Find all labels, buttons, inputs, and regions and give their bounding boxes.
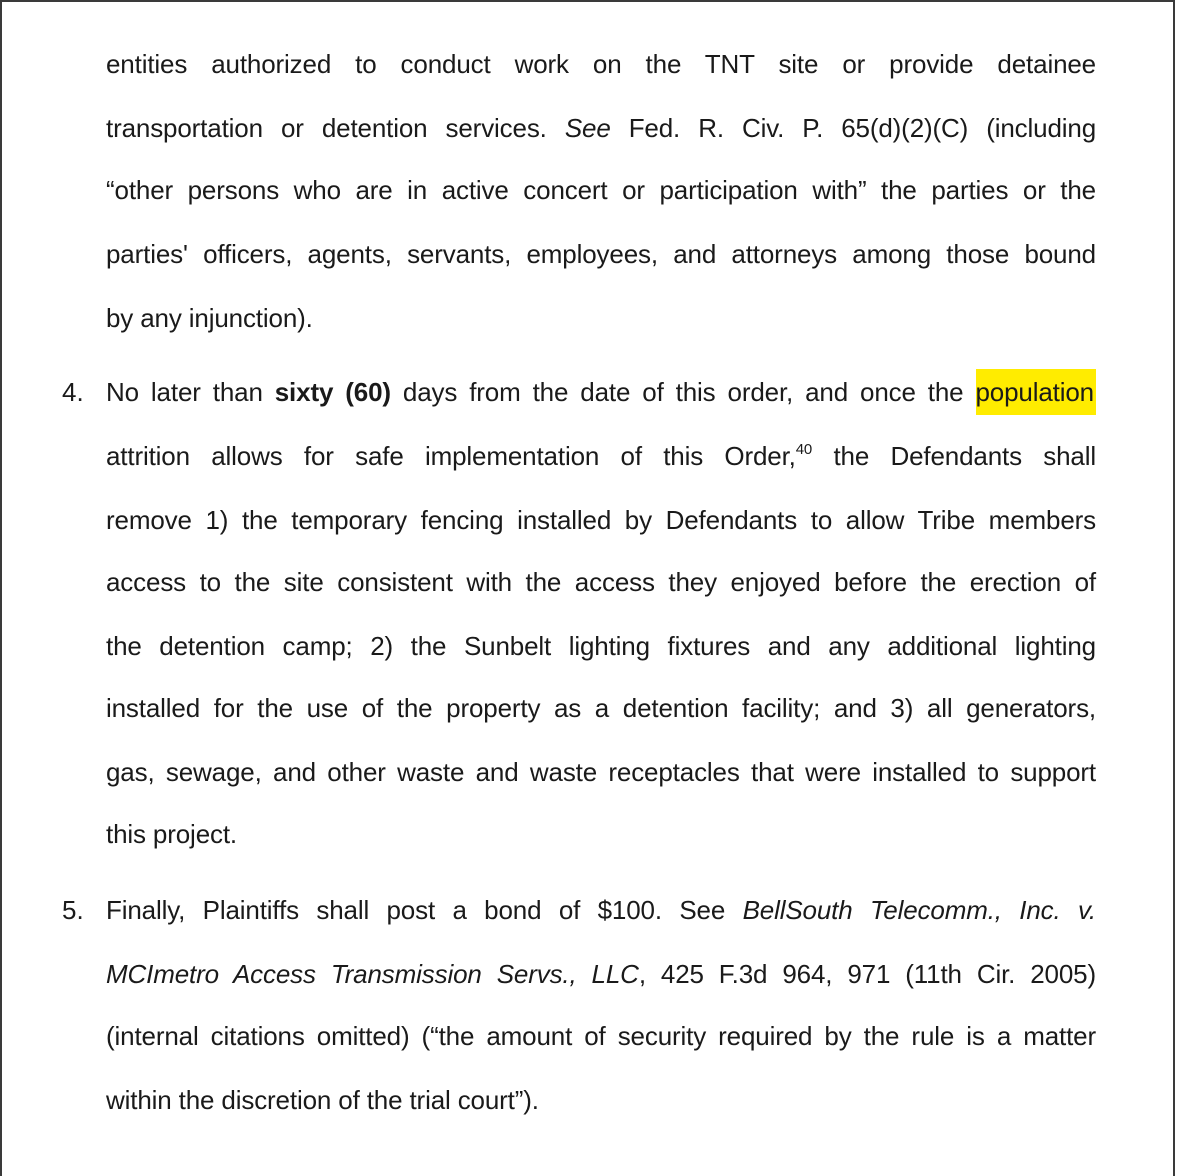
list-number: 5. (62, 895, 84, 925)
item-line (106, 504, 1096, 536)
text-run: within the discretion of the trial court”). (106, 1085, 539, 1115)
highlighted-word: population (976, 369, 1097, 415)
list-number: 4. (62, 377, 84, 407)
text-run: gas, sewage, and other waste and waste receptacles that were installed to support (106, 757, 1096, 787)
item-line (106, 376, 1096, 408)
item-line (106, 440, 1096, 472)
text-run: by any injunction). (106, 303, 313, 333)
signal-see: See (564, 113, 611, 143)
text-run: this project. (106, 819, 237, 849)
text-run: (internal citations omitted) (“the amount of security required by the rule is a matter (106, 1021, 1096, 1051)
para-line (106, 238, 1096, 270)
para-line (106, 174, 1096, 206)
text-run: attrition allows for safe implementation of this Order, (106, 441, 796, 471)
para-line (106, 48, 1096, 80)
item-line (106, 818, 1096, 850)
para-line (106, 112, 1096, 144)
bold-term: sixty (60) (274, 377, 391, 407)
item-line (106, 894, 1096, 926)
text-run: entities authorized to conduct work on the TNT site or provide detainee (106, 49, 1096, 79)
para-line (106, 302, 1096, 334)
text-run: access to the site consistent with the access they enjoyed before the erection of (106, 567, 1096, 597)
text-run: installed for the use of the property as a detention facility; and 3) all generators, (106, 693, 1096, 723)
item-line (106, 756, 1096, 788)
footnote-marker[interactable]: 40 (795, 441, 813, 458)
item-line (106, 692, 1096, 724)
text-run: transportation or detention services. (106, 113, 565, 143)
item-line (106, 1020, 1096, 1052)
item-line (106, 1084, 1096, 1116)
text-run: the Defendants shall (812, 441, 1096, 471)
text-run: Fed. R. Civ. P. 65(d)(2)(C) (including (610, 113, 1097, 143)
text-run: the detention camp; 2) the Sunbelt lighting fixtures and any additional lighting (106, 631, 1096, 661)
case-citation: BellSouth Telecomm., Inc. v. (742, 895, 1096, 925)
text-run: , 425 F.3d 964, 971 (11th Cir. 2005) (638, 959, 1096, 989)
text-run: remove 1) the temporary fencing installed by Defendants to allow Tribe members (106, 505, 1096, 535)
item-line (106, 566, 1096, 598)
text-run: No later than (106, 377, 275, 407)
text-run: Finally, Plaintiffs shall post a bond of $100. See (106, 895, 743, 925)
item-line (106, 958, 1096, 990)
case-citation: MCImetro Access Transmission Servs., LLC (106, 959, 639, 989)
text-run: parties' officers, agents, servants, employees, and attorneys among those bound (106, 239, 1096, 269)
item-line (106, 630, 1096, 662)
text-run: “other persons who are in active concert or participation with” the parties or the (106, 175, 1096, 205)
text-run: days from the date of this order, and once the (390, 377, 964, 407)
